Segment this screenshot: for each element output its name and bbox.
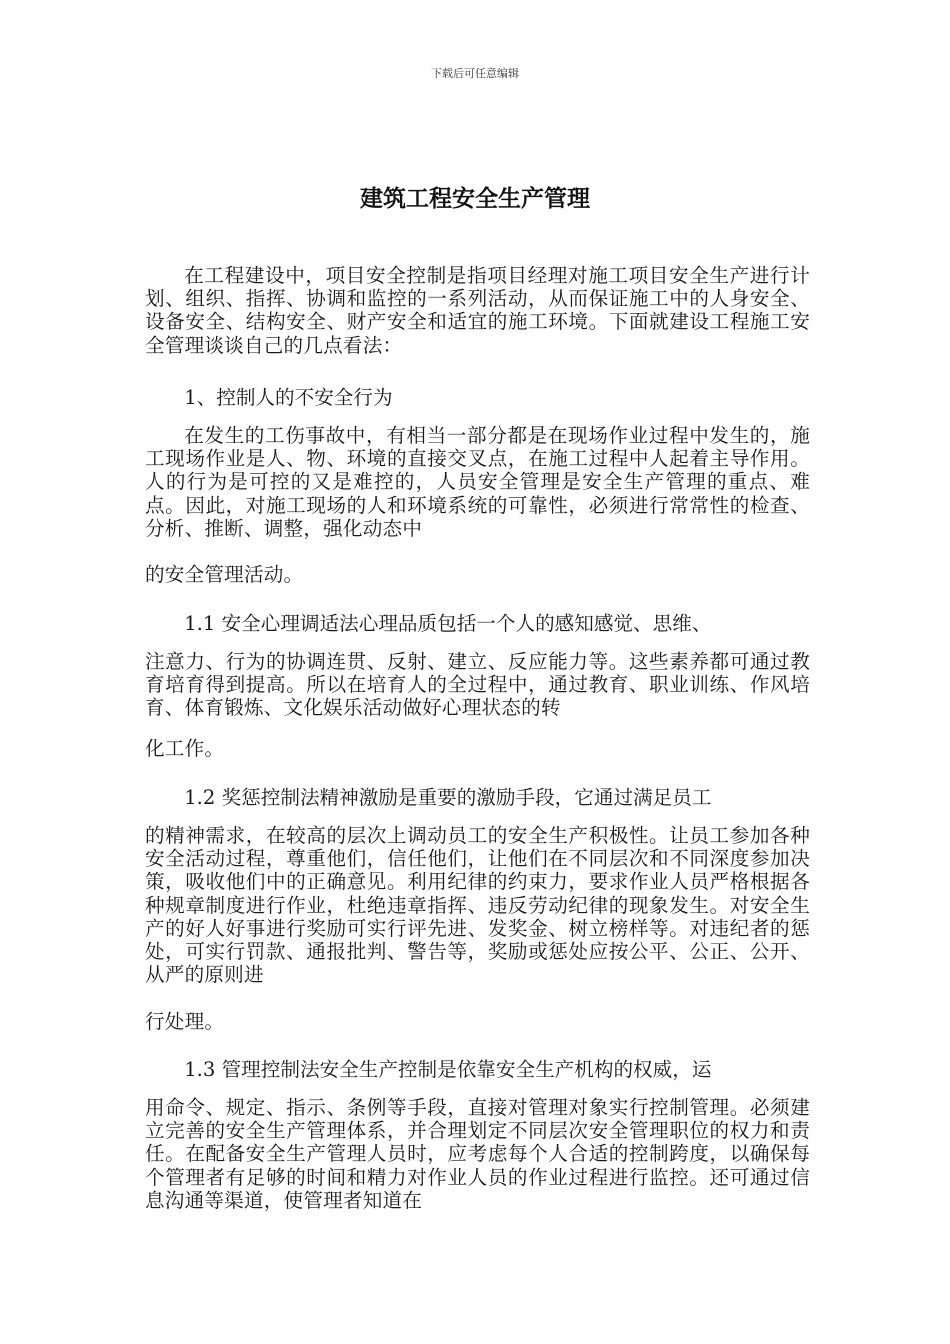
document-title: 建筑工程安全生产管理 — [360, 185, 590, 212]
subsection-1-3-lead: 1.3 管理控制法安全生产控制是依靠安全生产机构的权威，运 — [184, 1058, 712, 1081]
subsection-1-1-body: 注意力、行为的协调连贯、反射、建立、反应能力等。这些素养都可通过教育培育得到提高。所以在培育人的全过程中，通过教育、职业训练、作风培育、体育锻炼、文化娱乐活动做好心理状态的转 — [145, 650, 810, 720]
subsection-1-2-lead: 1.2 奖惩控制法精神激励是重要的激励手段，它通过满足员工 — [184, 786, 712, 809]
subsection-1-1-lead: 1.1 安全心理调适法心理品质包括一个人的感知感觉、思维、 — [184, 612, 712, 635]
subsection-1-3-body: 用命令、规定、指示、条例等手段，直接对管理对象实行控制管理。必须建立完善的安全生产管理体系，并合理划定不同层次安全管理职位的权力和责任。在配备安全生产管理人员时，应考虑每个人合适的控制跨度，以确保每个管理者有足够的时间和精力对作业人员的作业过程进行监控。还可通过信息沟通等渠道，使管理者知道在 — [145, 1096, 810, 1212]
section-heading-1: 1、控制人的不安全行为 — [184, 386, 393, 409]
subsection-1-2-body: 的精神需求，在较高的层次上调动员工的安全生产积极性。让员工参加各种安全活动过程，尊重他们，信任他们，让他们在不同层次和不同深度参加决策，吸收他们中的正确意见。利用纪律的约束力，要求作业人员严格根据各种规章制度进行作业，杜绝违章指挥、违反劳动纪律的现象发生。对安全生产的好人好事进行奖励可实行评先进、发奖金、树立榜样等。对违纪者的惩处，可实行罚款、通报批判、警告等，奖励或惩处应按公平、公正、公开、从严的原则进 — [145, 824, 810, 987]
subsection-1-2-tail: 行处理。 — [145, 1010, 225, 1033]
subsection-1-1-tail: 化工作。 — [145, 737, 225, 760]
paragraph-1-tail: 的安全管理活动。 — [145, 563, 304, 586]
intro-paragraph: 在工程建设中，项目安全控制是指项目经理对施工项目安全生产进行计划、组织、指挥、协调和监控的一系列活动，从而保证施工中的人身安全、设备安全、结构安全、财产安全和适宜的施工环境。下面就建设工程施工安全管理谈谈自己的几点看法： — [145, 264, 810, 357]
header-note: 下载后可任意编辑 — [431, 67, 519, 80]
paragraph-1-main: 在发生的工伤事故中，有相当一部分都是在现场作业过程中发生的，施工现场作业是人、物、环境的直接交叉点，在施工过程中人起着主导作用。人的行为是可控的又是难控的，人员安全管理是安全生产管理的重点、难点。因此，对施工现场的人和环境系统的可靠性，必须进行常常性的检查、分析、推断、调整，强化动态中 — [145, 424, 810, 540]
